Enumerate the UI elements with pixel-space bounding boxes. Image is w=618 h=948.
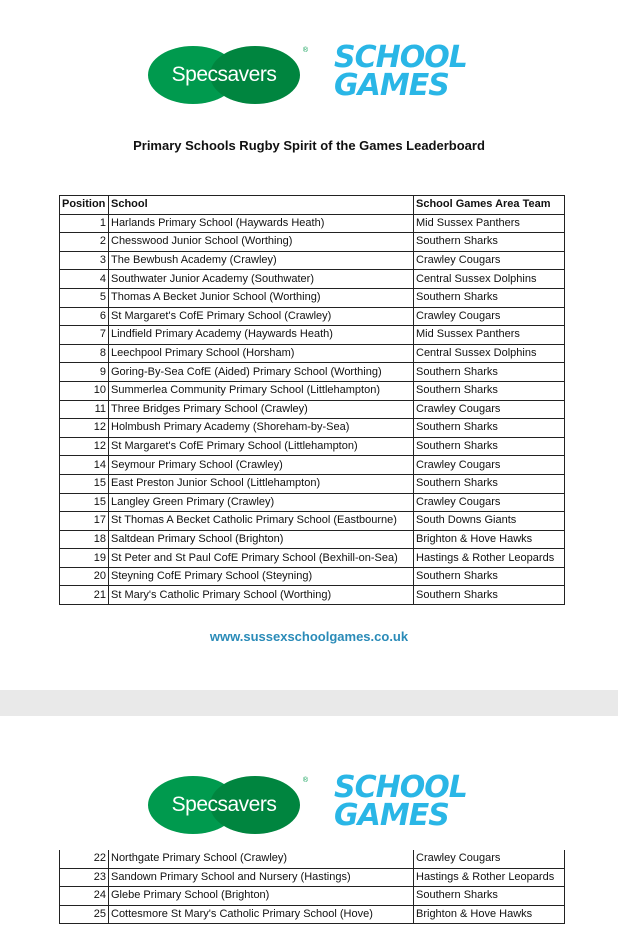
position-cell: 1	[60, 214, 109, 233]
school-cell: Summerlea Community Primary School (Littlehampton)	[109, 381, 414, 400]
team-cell: Crawley Cougars	[414, 400, 565, 419]
team-cell: Brighton & Hove Hawks	[414, 905, 565, 924]
page-title: Primary Schools Rugby Spirit of the Games Leaderboard	[133, 138, 485, 153]
table-row	[60, 288, 565, 307]
table-row	[60, 381, 565, 400]
table-row	[60, 512, 565, 531]
position-cell: 23	[60, 868, 109, 887]
team-cell: South Downs Giants	[414, 512, 565, 531]
table-row	[60, 850, 565, 868]
team-cell: Crawley Cougars	[414, 850, 565, 868]
school-cell: Harlands Primary School (Haywards Heath)	[109, 214, 414, 233]
position-cell: 9	[60, 363, 109, 382]
school-cell: Cottesmore St Mary's Catholic Primary School (Hove)	[109, 905, 414, 924]
table-row	[60, 905, 565, 924]
header-team: School Games Area Team	[414, 196, 565, 215]
header-position: Position	[60, 196, 109, 215]
table-row	[60, 868, 565, 887]
school-cell: Thomas A Becket Junior School (Worthing)	[109, 288, 414, 307]
position-cell: 5	[60, 288, 109, 307]
team-cell: Southern Sharks	[414, 288, 565, 307]
school-cell: Sandown Primary School and Nursery (Hastings)	[109, 868, 414, 887]
position-cell: 14	[60, 456, 109, 475]
table-row	[60, 493, 565, 512]
team-cell: Southern Sharks	[414, 233, 565, 252]
school-cell: St Margaret's CofE Primary School (Crawley)	[109, 307, 414, 326]
table-row	[60, 270, 565, 289]
school-cell: Langley Green Primary (Crawley)	[109, 493, 414, 512]
school-cell: Goring-By-Sea CofE (Aided) Primary School (Worthing)	[109, 363, 414, 382]
table-row	[60, 887, 565, 906]
website-link[interactable]: www.sussexschoolgames.co.uk	[209, 629, 409, 644]
table-row	[60, 567, 565, 586]
position-cell: 3	[60, 251, 109, 270]
team-cell: Mid Sussex Panthers	[414, 326, 565, 345]
logo-header	[0, 760, 618, 850]
position-cell: 20	[60, 567, 109, 586]
team-cell: Southern Sharks	[414, 586, 565, 605]
school-cell: Southwater Junior Academy (Southwater)	[109, 270, 414, 289]
team-cell: Southern Sharks	[414, 419, 565, 438]
team-cell: Southern Sharks	[414, 381, 565, 400]
table-row	[60, 586, 565, 605]
logo-header	[0, 30, 618, 120]
team-cell: Hastings & Rother Leopards	[414, 868, 565, 887]
team-cell: Southern Sharks	[414, 474, 565, 493]
position-cell: 15	[60, 493, 109, 512]
table-row	[60, 474, 565, 493]
position-cell: 12	[60, 437, 109, 456]
team-cell: Mid Sussex Panthers	[414, 214, 565, 233]
school-cell: The Bewbush Academy (Crawley)	[109, 251, 414, 270]
team-cell: Crawley Cougars	[414, 251, 565, 270]
position-cell: 11	[60, 400, 109, 419]
position-cell: 21	[60, 586, 109, 605]
team-cell: Crawley Cougars	[414, 307, 565, 326]
team-cell: Southern Sharks	[414, 437, 565, 456]
school-cell: St Mary's Catholic Primary School (Worthing)	[109, 586, 414, 605]
team-cell: Central Sussex Dolphins	[414, 344, 565, 363]
leaderboard-table	[59, 195, 565, 605]
position-cell: 24	[60, 887, 109, 906]
position-cell: 22	[60, 850, 109, 868]
table-row	[60, 419, 565, 438]
school-cell: Glebe Primary School (Brighton)	[109, 887, 414, 906]
position-cell: 19	[60, 549, 109, 568]
school-games-logo: SCHOOL GAMES	[334, 40, 467, 103]
table-row	[60, 530, 565, 549]
position-cell: 2	[60, 233, 109, 252]
position-cell: 25	[60, 905, 109, 924]
position-cell: 10	[60, 381, 109, 400]
school-cell: Seymour Primary School (Crawley)	[109, 456, 414, 475]
team-cell: Brighton & Hove Hawks	[414, 530, 565, 549]
table-row	[60, 344, 565, 363]
position-cell: 12	[60, 419, 109, 438]
specsavers-logo: Specsavers ®	[148, 46, 300, 104]
school-cell: Chesswood Junior School (Worthing)	[109, 233, 414, 252]
position-cell: 6	[60, 307, 109, 326]
position-cell: 18	[60, 530, 109, 549]
team-cell: Crawley Cougars	[414, 493, 565, 512]
table-row	[60, 326, 565, 345]
school-cell: St Margaret's CofE Primary School (Littlehampton)	[109, 437, 414, 456]
position-cell: 7	[60, 326, 109, 345]
school-games-logo: SCHOOL GAMES	[334, 770, 467, 833]
table-row	[60, 307, 565, 326]
team-cell: Southern Sharks	[414, 887, 565, 906]
table-row	[60, 437, 565, 456]
school-cell: Northgate Primary School (Crawley)	[109, 850, 414, 868]
school-cell: St Peter and St Paul CofE Primary School (Bexhill-on-Sea)	[109, 549, 414, 568]
leaderboard-table-continued	[59, 850, 565, 924]
school-cell: Lindfield Primary Academy (Haywards Heath)	[109, 326, 414, 345]
table-header-row	[60, 196, 565, 215]
position-cell: 8	[60, 344, 109, 363]
school-cell: St Thomas A Becket Catholic Primary School (Eastbourne)	[109, 512, 414, 531]
school-cell: East Preston Junior School (Littlehampton)	[109, 474, 414, 493]
school-cell: Steyning CofE Primary School (Steyning)	[109, 567, 414, 586]
team-cell: Hastings & Rother Leopards	[414, 549, 565, 568]
team-cell: Southern Sharks	[414, 363, 565, 382]
table-row	[60, 456, 565, 475]
specsavers-logo: Specsavers ®	[148, 776, 300, 834]
table-row	[60, 251, 565, 270]
position-cell: 15	[60, 474, 109, 493]
position-cell: 4	[60, 270, 109, 289]
team-cell: Southern Sharks	[414, 567, 565, 586]
school-cell: Leechpool Primary School (Horsham)	[109, 344, 414, 363]
school-cell: Three Bridges Primary School (Crawley)	[109, 400, 414, 419]
school-cell: Saltdean Primary School (Brighton)	[109, 530, 414, 549]
school-cell: Holmbush Primary Academy (Shoreham-by-Sea)	[109, 419, 414, 438]
team-cell: Crawley Cougars	[414, 456, 565, 475]
header-school: School	[109, 196, 414, 215]
table-row	[60, 549, 565, 568]
table-row	[60, 400, 565, 419]
position-cell: 17	[60, 512, 109, 531]
table-row	[60, 363, 565, 382]
table-row	[60, 214, 565, 233]
table-row	[60, 233, 565, 252]
team-cell: Central Sussex Dolphins	[414, 270, 565, 289]
